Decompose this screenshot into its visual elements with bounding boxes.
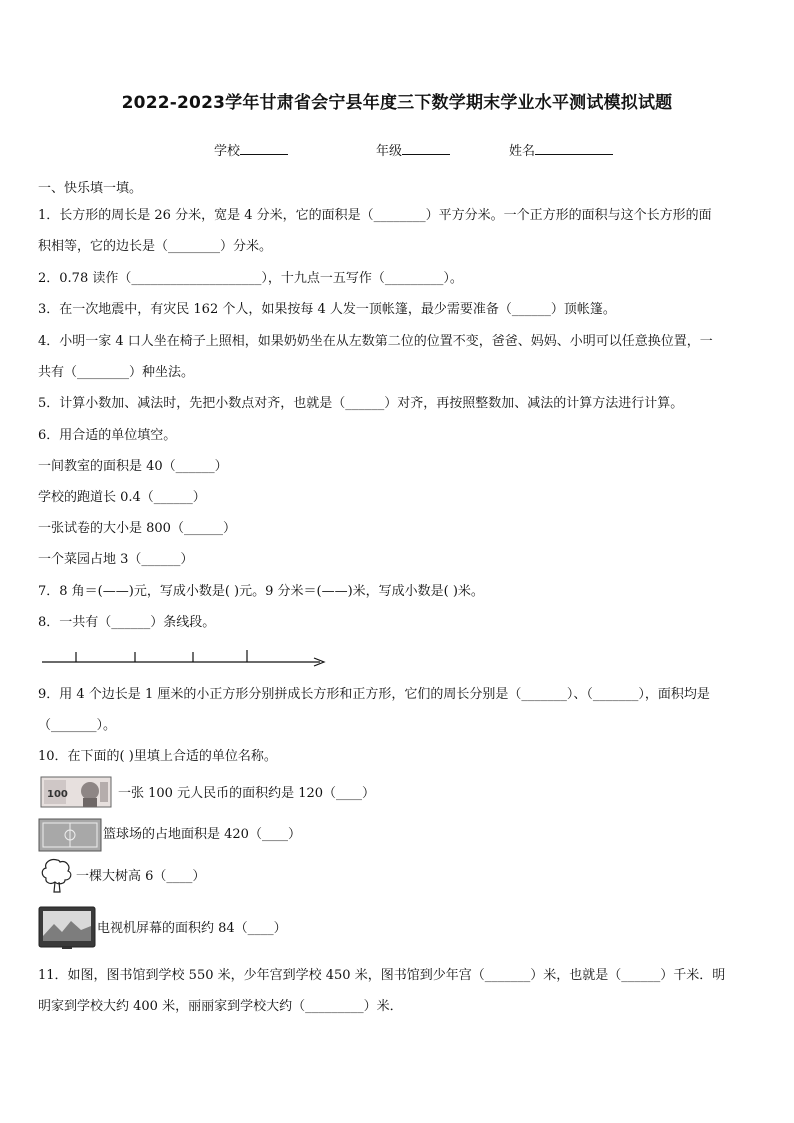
- question-10-a: 一张 100 元人民币的面积约是 120（____）: [118, 786, 376, 801]
- school-blank[interactable]: [240, 141, 288, 155]
- question-8: 8．一共有（______）条线段。: [38, 615, 216, 630]
- banknote-value: 100: [47, 789, 68, 800]
- grade-field: [376, 140, 450, 159]
- question-10-d: 电视机屏幕的面积约 84（____）: [97, 921, 287, 936]
- banknote-icon: [40, 776, 112, 808]
- name-blank[interactable]: [535, 141, 613, 155]
- question-5: 5．计算小数加、减法时，先把小数点对齐，也就是（______）对齐，再按照整数加、减法的计算方法进行计算。: [38, 396, 684, 411]
- school-field: [214, 140, 288, 159]
- question-10-b: 篮球场的占地面积是 420（____）: [103, 827, 301, 842]
- question-4-line-2: 共有（________）种坐法。: [38, 365, 195, 380]
- grade-label: 年级: [376, 144, 403, 159]
- question-9-line-2: （_______）。: [38, 718, 117, 733]
- question-10: 10．在下面的( )里填上合适的单位名称。: [38, 749, 277, 764]
- page-title: 2022-2023学年甘肃省会宁县年度三下数学期末学业水平测试模拟试题: [121, 93, 673, 113]
- name-field: [509, 140, 613, 159]
- question-3: 3．在一次地震中，有灾民 162 个人，如果按每 4 人发一顶帐篷，最少需要准备（______）顶帐篷。: [38, 302, 616, 317]
- basketball-court-icon: [38, 818, 102, 852]
- question-6: 6．用合适的单位填空。: [38, 428, 177, 443]
- question-1-line-2: 积相等，它的边长是（________）分米。: [38, 239, 273, 254]
- question-4-line-1: 4．小明一家 4 口人坐在椅子上照相，如果奶奶坐在从左数第二位的位置不变，爸爸、妈妈、小明可以任意换位置，一: [38, 334, 713, 349]
- school-label: 学校: [214, 144, 241, 159]
- question-6-b: 学校的跑道长 0.4（______）: [38, 490, 206, 505]
- tree-icon: [38, 856, 76, 894]
- question-2: 2．0.78 读作（____________________），十九点一五写作（_________）。: [38, 271, 463, 286]
- question-11-line-1: 11．如图，图书馆到学校 550 米，少年宫到学校 450 米，图书馆到少年宫（_______）米，也就是（______）千米．明: [38, 968, 726, 983]
- name-label: 姓名: [509, 144, 536, 159]
- question-11-line-2: 明家到学校大约 400 米，丽丽家到学校大约（_________）米．: [38, 999, 403, 1014]
- question-6-a: 一间教室的面积是 40（______）: [38, 459, 228, 474]
- question-6-d: 一个菜园占地 3（______）: [38, 552, 194, 567]
- grade-blank[interactable]: [402, 141, 450, 155]
- question-10-c: 一棵大树高 6（____）: [76, 869, 206, 884]
- question-7: 7．8 角＝(——)元，写成小数是( )元。9 分米＝(——)米，写成小数是( )米。: [38, 584, 484, 599]
- line-segments-figure: [40, 648, 330, 670]
- television-icon: [38, 906, 96, 950]
- question-6-c: 一张试卷的大小是 800（______）: [38, 521, 236, 536]
- question-9-line-1: 9．用 4 个边长是 1 厘米的小正方形分别拼成长方形和正方形，它们的周长分别是（_______）、（_______），面积均是: [38, 687, 710, 702]
- question-1-line-1: 1．长方形的周长是 26 分米，宽是 4 分米，它的面积是（________）平方分米。一个正方形的面积与这个长方形的面: [38, 208, 712, 223]
- section-heading: 一、快乐填一填。: [38, 181, 143, 196]
